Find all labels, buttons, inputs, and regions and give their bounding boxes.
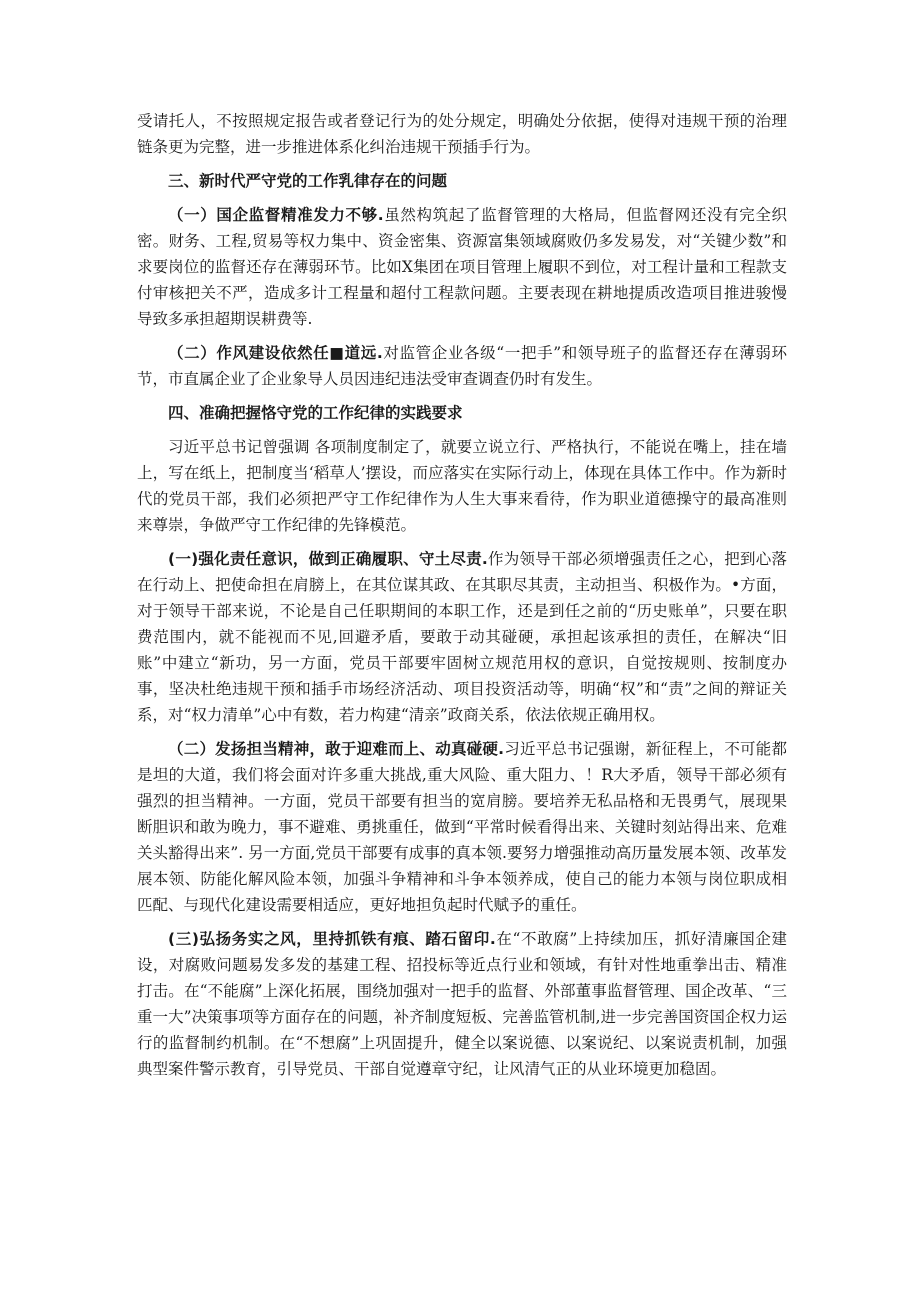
paragraph-body: 在“不敢腐”上持续加压，抓好清廉国企建设，对腐败问题易发多发的基建工程、招投标等近点行业和领域，有针对性地重拳出击、精准打击。在“不能腐”上深化拓展，围绕加强对一把手的监督、外部董事监督管理、国企改革、“三重一大”决策事项等方面存在的问题，补齐制度短板、完善监管机制,进一步完善国资国企权力运行的监督制约机制。在“不想腐”上巩固提升，健全以案说德、以案说纪、以案说责机制，加强典型案件警示教育，引导党员、干部自觉遵章守纪，让风清气正的从业环境更加稳固。 [137,930,787,1078]
section-heading-4: 四、准确把握恪守党的工作纪律的实践要求 [168,404,463,422]
paragraph-body: 作为领导干部必须增强责任之心，把到心落在行动上、把使命担在肩膀上，在其位谋其政、在其职尽其责，主动担当、积极作为。•方面，对于领导干部来说，不论是自己任职期间的本职工作，还是到任之前的“历史账单”，只要在职费范围内，就不能视而不见,回避矛盾，要敢于动其碰硬，承担起该承担的责任，在解决“旧账”中建立“新功，另一方面，党员干部要牢固树立规范用权的意识，自觉按规则、按制度办事，坚决杜绝违规干预和插手市场经济活动、项目投资活动等，明确“权”和“责”之间的辩证关系，对“权力清单”心中有数，若力构建“清亲”政商关系，依法依规正确用权。 [137,550,787,724]
paragraph-lead: (三)弘扬务实之风，里持抓铁有痕、踏石留印. [168,930,496,948]
paragraph-lead: （二）作风建设依然任■道远. [168,344,383,362]
paragraph-4-intro: 习近平总书记曾强调 各项制度制定了，就要立说立行、严格执行，不能说在嘴上，挂在墙上，写在纸上，把制度当‘稻草人’摆设，而应落实在实际行动上，体现在具体工作中。作为新时代的党员干部，我们必须把严守工作纪律作为人生大事来看待，作为职业道德操守的最高准则来尊崇，争做严守工作纪律的先锋模范。 [137,438,787,534]
paragraph-4-2 [137,736,787,918]
paragraph-continuation: 受请托人，不按照规定报告或者登记行为的处分规定，明确处分依据，使得对违规干预的治理链条更为完整，进一步推进体系化纠治违规干预插手行为。 [137,112,787,156]
paragraph-3-2 [137,340,787,392]
paragraph-body: 习近平总书记强谢，新征程上，不可能都是坦的大道，我们将会面对许多重大挑战,重大风险、重大阻力、！R大矛盾，领导干部必须有强烈的担当精神。一方面，党员干部要有担当的宽肩膀。要培养无私品格和无畏勇气，展现果断胆识和敢为晚力，事不避难、勇挑重任，做到“平常时候看得出来、关键时刻站得出来、危难关头豁得出来”. 另一方面,党员干部要有成事的真本领.要努力增强推动高历量发展本领、改革发展本领、防能化解风险本领，加强斗争精神和斗争本领养成，使自己的能力本领与岗位职成相匹配、与现代化建设需要相适应，更好地担负起时代赋予的重任。 [137,740,787,914]
document-page [137,108,787,1090]
paragraph-4-1 [137,546,787,728]
section-heading-3: 三、新时代严守党的工作乳律存在的问题 [168,172,448,190]
paragraph-lead: （二）发扬担当精神，敢于迎难而上、动真碰硬. [168,740,505,758]
paragraph-3-1 [137,202,787,332]
paragraph-lead: （一）国企监督精准发力不够. [168,206,384,224]
paragraph-4-3 [137,926,787,1082]
paragraph-lead: (一)强化责任意识，做到正确履职、守土尽责. [168,550,488,568]
paragraph-body: 虽然构筑起了监督管理的大格局，但监督网还没有完全织密。财务、工程,贸易等权力集中、资金密集、资源富集领域腐败仍多发易发，对“关键少数”和求要岗位的监督还存在薄弱环节。比如X集团在项目管理上履职不到位，对工程计量和工程款支付审核把关不严，造成多计工程量和超付工程款问题。主要表现在耕地提质改造项目推进骏慢导致多承担超期误耕费等. [137,206,787,328]
paragraph-body: 对监管企业各级“一把手”和领导班子的监督还存在薄弱环节，市直属企业了企业象导人员因违纪违法受审查调查仍时有发生。 [137,344,787,388]
